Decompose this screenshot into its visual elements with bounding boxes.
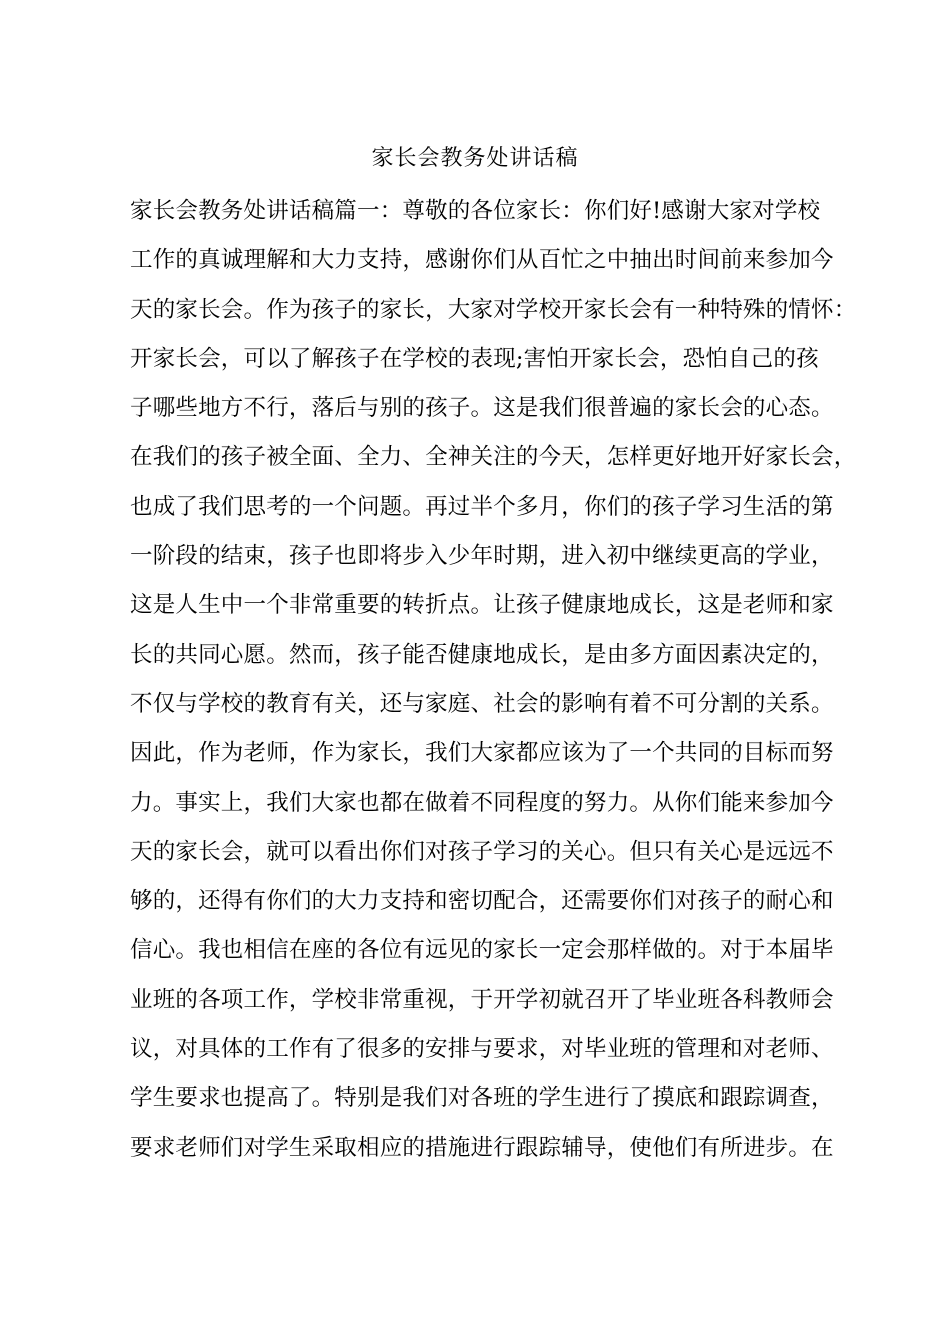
body-line: 开家长会，可以了解孩子在学校的表现;害怕开家长会，恐怕自己的孩: [130, 345, 819, 372]
document-title: 家长会教务处讲话稿: [371, 146, 579, 171]
body-line: 天的家长会。作为孩子的家长，大家对学校开家长会有一种特殊的情怀：: [130, 296, 857, 323]
body-line: 也成了我们思考的一个问题。再过半个多月，你们的孩子学习生活的第: [130, 493, 834, 520]
document-body: [130, 196, 857, 1182]
body-line: 业班的各项工作，学校非常重视，于开学初就召开了毕业班各科教师会: [130, 986, 834, 1013]
body-line: 长的共同心愿。然而，孩子能否健康地成长，是由多方面因素决定的，: [130, 641, 834, 668]
body-line: 家长会教务处讲话稿篇一：尊敬的各位家长：你们好!感谢大家对学校: [130, 198, 821, 224]
body-line: 这是人生中一个非常重要的转折点。让孩子健康地成长，这是老师和家: [130, 592, 834, 619]
body-line: 因此，作为老师，作为家长，我们大家都应该为了一个共同的目标而努: [130, 740, 834, 767]
body-line: 信心。我也相信在座的各位有远见的家长一定会那样做的。对于本届毕: [130, 937, 834, 964]
body-line: 工作的真诚理解和大力支持，感谢你们从百忙之中抽出时间前来参加今: [130, 247, 834, 274]
body-line: 在我们的孩子被全面、全力、全神关注的今天，怎样更好地开好家长会，: [130, 444, 857, 471]
body-line: 天的家长会，就可以看出你们对孩子学习的关心。但只有关心是远远不: [130, 838, 834, 865]
body-line: 要求老师们对学生采取相应的措施进行跟踪辅导，使他们有所进步。在: [130, 1134, 834, 1161]
body-line: 子哪些地方不行，落后与别的孩子。这是我们很普遍的家长会的心态。: [130, 395, 834, 422]
body-line: 力。事实上，我们大家也都在做着不同程度的努力。从你们能来参加今: [130, 789, 834, 816]
body-line: 议，对具体的工作有了很多的安排与要求，对毕业班的管理和对老师、: [130, 1036, 834, 1063]
body-line: 一阶段的结束，孩子也即将步入少年时期，进入初中继续更高的学业，: [130, 543, 834, 570]
body-line: 够的，还得有你们的大力支持和密切配合，还需要你们对孩子的耐心和: [130, 888, 834, 915]
body-line: 学生要求也提高了。特别是我们对各班的学生进行了摸底和跟踪调查，: [130, 1085, 834, 1112]
body-line: 不仅与学校的教育有关，还与家庭、社会的影响有着不可分割的关系。: [130, 690, 834, 717]
